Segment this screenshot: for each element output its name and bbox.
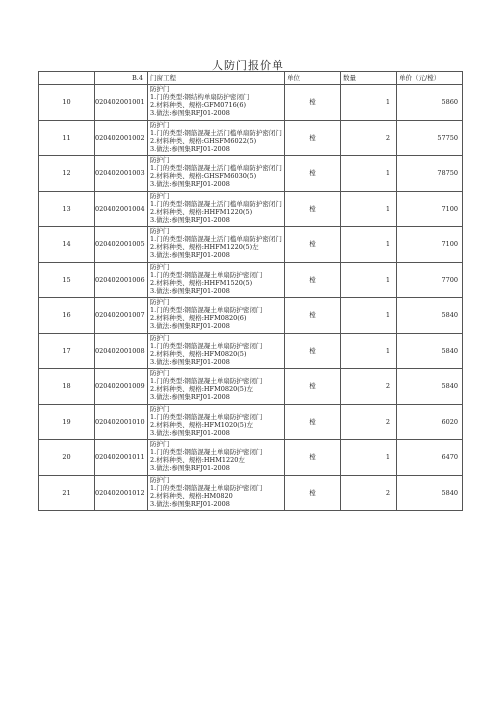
quote-table bbox=[38, 71, 463, 511]
cell-name: 防护门 1.门的类型:钢筋混凝土活门槛单扇防护密闭门 2.材料种类、规格:HHFM1220(5) 3.做法:参图集RFJ01-2008 bbox=[148, 191, 285, 227]
header-name: 门窗工程 bbox=[148, 72, 285, 85]
cell-unit: 樘 bbox=[285, 440, 341, 476]
header-index bbox=[39, 72, 95, 85]
cell-price: 5840 bbox=[397, 333, 463, 369]
cell-qty: 1 bbox=[341, 298, 397, 334]
cell-code: 020402001009 bbox=[95, 369, 148, 405]
table-row bbox=[39, 191, 463, 227]
cell-index: 15 bbox=[39, 262, 95, 298]
cell-qty: 1 bbox=[341, 262, 397, 298]
cell-index: 11 bbox=[39, 120, 95, 156]
header-unit: 单位 bbox=[285, 72, 341, 85]
cell-code: 020402001004 bbox=[95, 191, 148, 227]
cell-name: 防护门 1.门的类型:钢筋混凝土活门槛单扇防护密闭门 2.材料种类、规格:GHSFM6022(5) 3.做法:参图集RFJ01-2008 bbox=[148, 120, 285, 156]
cell-index: 13 bbox=[39, 191, 95, 227]
header-code: B.4 bbox=[95, 72, 148, 85]
cell-unit: 樘 bbox=[285, 120, 341, 156]
cell-unit: 樘 bbox=[285, 298, 341, 334]
cell-price: 78750 bbox=[397, 156, 463, 192]
cell-code: 020402001003 bbox=[95, 156, 148, 192]
cell-name: 防护门 1.门的类型:钢筋混凝土单扇防护密闭门 2.材料种类、规格:HHFM1520(5) 3.做法:参图集RFJ01-2008 bbox=[148, 262, 285, 298]
cell-code: 020402001006 bbox=[95, 262, 148, 298]
cell-qty: 1 bbox=[341, 333, 397, 369]
cell-name: 防护门 1.门的类型:钢筋混凝土单扇防护密闭门 2.材料种类、规格:HM0820 3.做法:参图集RFJ01-2008 bbox=[148, 475, 285, 511]
table-row bbox=[39, 440, 463, 476]
cell-index: 21 bbox=[39, 475, 95, 511]
cell-name: 防护门 1.门的类型:钢筋混凝土单扇防护密闭门 2.材料种类、规格:HHM1220左 3.做法:参图集RFJ01-2008 bbox=[148, 440, 285, 476]
cell-unit: 樘 bbox=[285, 475, 341, 511]
cell-code: 020402001008 bbox=[95, 333, 148, 369]
cell-qty: 1 bbox=[341, 440, 397, 476]
cell-price: 7100 bbox=[397, 227, 463, 263]
cell-unit: 樘 bbox=[285, 85, 341, 121]
cell-unit: 樘 bbox=[285, 191, 341, 227]
cell-price: 7100 bbox=[397, 191, 463, 227]
cell-name: 防护门 1.门的类型:钢结构单扇防护密闭门 2.材料种类、规格:GFM0716(6) 3.做法:参图集RFJ01-2008 bbox=[148, 85, 285, 121]
table-row bbox=[39, 333, 463, 369]
cell-price: 6020 bbox=[397, 404, 463, 440]
cell-unit: 樘 bbox=[285, 227, 341, 263]
cell-code: 020402001001 bbox=[95, 85, 148, 121]
cell-index: 12 bbox=[39, 156, 95, 192]
cell-name: 防护门 1.门的类型:钢筋混凝土单扇防护密闭门 2.材料种类、规格:HFM1020(5)左 3.做法:参图集RFJ01-2008 bbox=[148, 404, 285, 440]
cell-code: 020402001007 bbox=[95, 298, 148, 334]
cell-name: 防护门 1.门的类型:钢筋混凝土单扇防护密闭门 2.材料种类、规格:HFM0820(6) 3.做法:参图集RFJ01-2008 bbox=[148, 298, 285, 334]
cell-unit: 樘 bbox=[285, 333, 341, 369]
table-row bbox=[39, 298, 463, 334]
cell-unit: 樘 bbox=[285, 156, 341, 192]
cell-name: 防护门 1.门的类型:钢筋混凝土单扇防护密闭门 2.材料种类、规格:HFM0820(5)左 3.做法:参图集RFJ01-2008 bbox=[148, 369, 285, 405]
cell-qty: 2 bbox=[341, 369, 397, 405]
cell-price: 5840 bbox=[397, 298, 463, 334]
header-qty: 数量 bbox=[341, 72, 397, 85]
cell-qty: 2 bbox=[341, 120, 397, 156]
cell-unit: 樘 bbox=[285, 404, 341, 440]
cell-index: 18 bbox=[39, 369, 95, 405]
cell-qty: 2 bbox=[341, 475, 397, 511]
table-row bbox=[39, 475, 463, 511]
header-row bbox=[39, 72, 463, 85]
table-row bbox=[39, 120, 463, 156]
cell-code: 020402001010 bbox=[95, 404, 148, 440]
cell-index: 20 bbox=[39, 440, 95, 476]
cell-qty: 1 bbox=[341, 227, 397, 263]
cell-unit: 樘 bbox=[285, 369, 341, 405]
table-row bbox=[39, 262, 463, 298]
cell-price: 7700 bbox=[397, 262, 463, 298]
cell-price: 6470 bbox=[397, 440, 463, 476]
header-price: 单价（元/樘） bbox=[397, 72, 463, 85]
table-row bbox=[39, 227, 463, 263]
cell-price: 5860 bbox=[397, 85, 463, 121]
cell-qty: 1 bbox=[341, 156, 397, 192]
cell-price: 5840 bbox=[397, 475, 463, 511]
cell-code: 020402001012 bbox=[95, 475, 148, 511]
table-row bbox=[39, 85, 463, 121]
cell-name: 防护门 1.门的类型:钢筋混凝土单扇防护密闭门 2.材料种类、规格:HFM0820(5) 3.做法:参图集RFJ01-2008 bbox=[148, 333, 285, 369]
table-row bbox=[39, 156, 463, 192]
cell-unit: 樘 bbox=[285, 262, 341, 298]
table-row bbox=[39, 369, 463, 405]
cell-name: 防护门 1.门的类型:钢筋混凝土活门槛单扇防护密闭门 2.材料种类、规格:GHSFM6030(5) 3.做法:参图集RFJ01-2008 bbox=[148, 156, 285, 192]
cell-price: 57750 bbox=[397, 120, 463, 156]
cell-qty: 1 bbox=[341, 85, 397, 121]
cell-index: 16 bbox=[39, 298, 95, 334]
page-title: 人防门报价单 bbox=[212, 59, 284, 72]
cell-price: 5840 bbox=[397, 369, 463, 405]
cell-index: 10 bbox=[39, 85, 95, 121]
cell-code: 020402001002 bbox=[95, 120, 148, 156]
cell-index: 17 bbox=[39, 333, 95, 369]
cell-qty: 2 bbox=[341, 404, 397, 440]
cell-qty: 1 bbox=[341, 191, 397, 227]
table-row bbox=[39, 404, 463, 440]
cell-name: 防护门 1.门的类型:钢筋混凝土活门槛单扇防护密闭门 2.材料种类、规格:HHFM1220(5)左 3.做法:参图集RFJ01-2008 bbox=[148, 227, 285, 263]
cell-code: 020402001011 bbox=[95, 440, 148, 476]
cell-index: 14 bbox=[39, 227, 95, 263]
cell-code: 020402001005 bbox=[95, 227, 148, 263]
cell-index: 19 bbox=[39, 404, 95, 440]
